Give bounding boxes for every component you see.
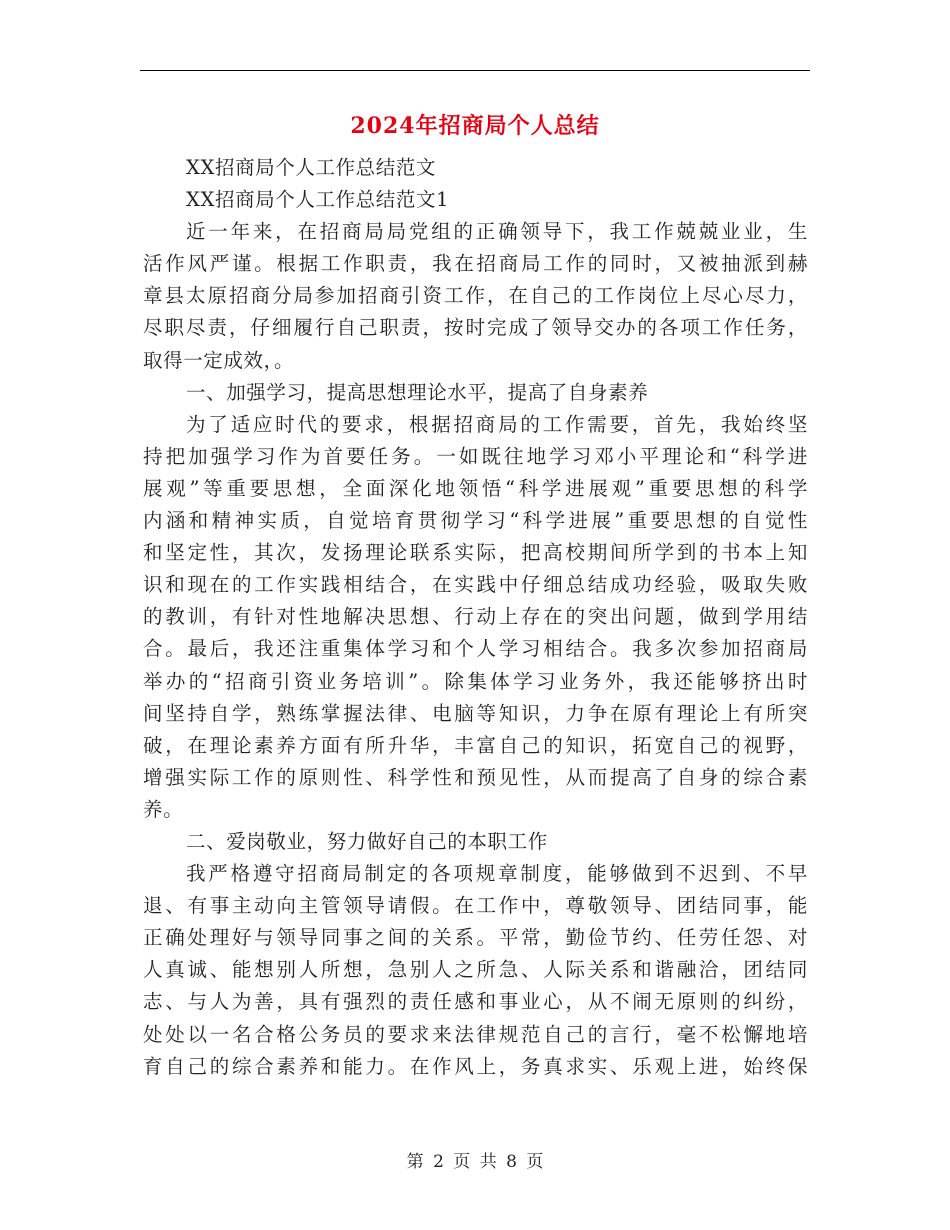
text-line: 正确处理好与领导同事之间的关系。平常，勤俭节约、任劳任怨、对	[143, 926, 808, 950]
text-line: 育自己的综合素养和能力。在作风上，务真求实、乐观上进，始终保	[143, 1054, 808, 1078]
text-line: XX招商局个人工作总结范文1	[186, 188, 450, 212]
text-line: 二、爱岗敬业，努力做好自己的本职工作	[186, 829, 548, 853]
text-line: XX招商局个人工作总结范文	[186, 156, 437, 179]
text-line: 章县太原招商分局参加招商引资工作，在自己的工作岗位上尽心尽力，	[143, 284, 808, 308]
text-line: 一、加强学习，提高思想理论水平，提高了自身素养	[186, 380, 649, 404]
text-line: 近一年来，在招商局局党组的正确领导下，我工作兢兢业业，生	[186, 220, 808, 244]
text-line: 增强实际工作的原则性、科学性和预见性，从而提高了自身的综合素	[143, 765, 808, 789]
document-title: 2024年招商局个人总结	[350, 113, 600, 139]
text-line: 内涵和精神实质，自觉培育贯彻学习“科学进展”重要思想的自觉性	[143, 509, 808, 533]
text-line: 退、有事主动向主管领导请假。在工作中，尊敬领导、团结同事，能	[143, 894, 808, 918]
text-line: 养。	[143, 797, 184, 821]
document-body	[143, 152, 808, 1083]
text-line: 我严格遵守招商局制定的各项规章制度，能够做到不迟到、不早	[186, 862, 808, 886]
header-rule	[140, 70, 810, 71]
text-line: 举办的“招商引资业务培训”。除集体学习业务外，我还能够挤出时	[143, 669, 808, 693]
text-line: 处处以一名合格公务员的要求来法律规范自己的言行，毫不松懈地培	[143, 1022, 808, 1046]
text-line: 持把加强学习作为首要任务。一如既往地学习邓小平理论和“科学进	[143, 444, 808, 468]
text-line: 合。最后，我还注重集体学习和个人学习相结合。我多次参加招商局	[143, 637, 808, 661]
text-line: 活作风严谨。根据工作职责，我在招商局工作的同时，又被抽派到赫	[143, 252, 808, 276]
text-line: 展观”等重要思想，全面深化地领悟“科学进展观”重要思想的科学	[143, 476, 808, 500]
text-line: 尽职尽责，仔细履行自己职责，按时完成了领导交办的各项工作任务，	[143, 316, 808, 340]
text-line: 人真诚、能想别人所想，急别人之所急、人际关系和谐融洽，团结同	[143, 958, 808, 982]
text-line: 的教训，有针对性地解决思想、行动上存在的突出问题，做到学用结	[143, 605, 808, 629]
page-number-footer: 第 2 页 共 8 页	[406, 1152, 544, 1172]
text-line: 破，在理论素养方面有所升华，丰富自己的知识，拓宽自己的视野，	[143, 733, 808, 757]
text-line: 和坚定性，其次，发扬理论联系实际，把高校期间所学到的书本上知	[143, 541, 808, 565]
text-line: 识和现在的工作实践相结合，在实践中仔细总结成功经验，吸取失败	[143, 573, 808, 597]
text-line: 间坚持自学，熟练掌握法律、电脑等知识，力争在原有理论上有所突	[143, 701, 808, 725]
text-line: 为了适应时代的要求，根据招商局的工作需要，首先，我始终坚	[186, 412, 808, 436]
text-line: 志、与人为善，具有强烈的责任感和事业心，从不闹无原则的纠纷，	[143, 990, 808, 1014]
text-line: 取得一定成效，。	[143, 348, 295, 372]
